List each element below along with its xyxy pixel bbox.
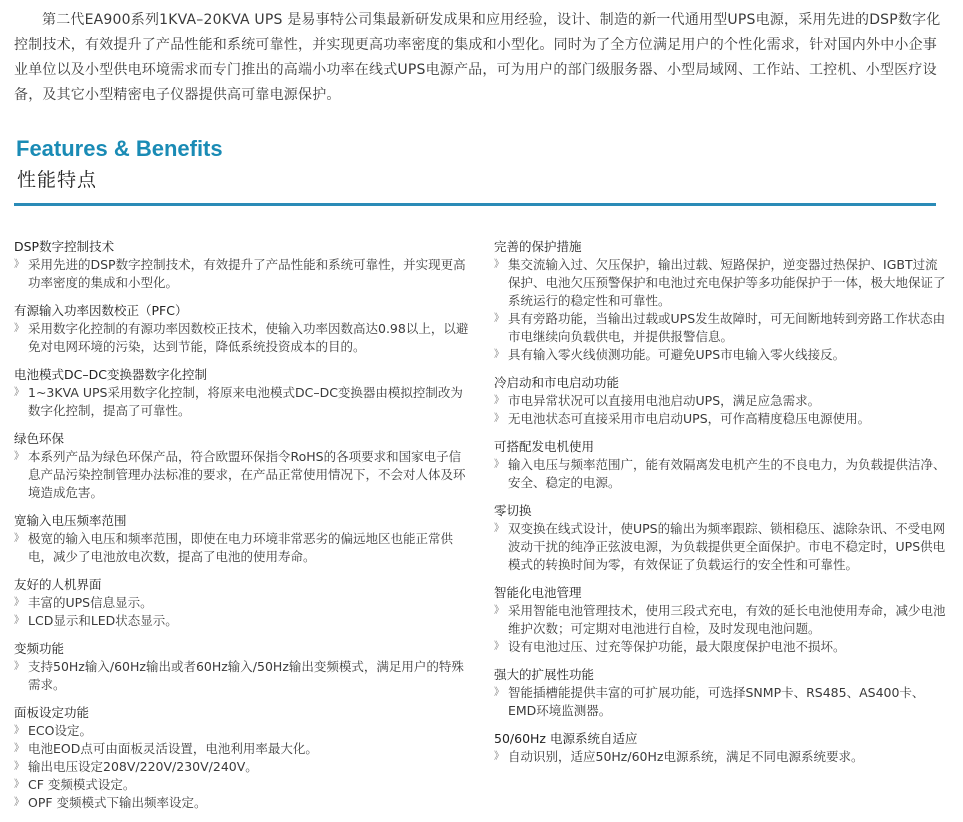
- features-heading-cn: 性能特点: [17, 169, 98, 191]
- feature-title: 零切换: [494, 503, 532, 518]
- feature-section: [494, 238, 946, 364]
- feature-title: 友好的人机界面: [14, 577, 102, 592]
- double-chevron-right-icon: 》: [494, 349, 504, 360]
- feature-text: 集交流输入过、欠压保护，输出过载、短路保护，逆变器过热保护、IGBT过流保护、电池欠压预警保护和电池过充电保护等多功能保护于一体，极大地保证了系统运行的稳定性和可靠性。: [508, 257, 946, 308]
- feature-bullet-item: [14, 384, 469, 420]
- feature-bullet-item: [14, 722, 469, 740]
- feature-section: [494, 438, 946, 492]
- feature-text: 采用先进的DSP数字控制技术，有效提升了产品性能和系统可靠性，并实现更高功率密度的集成和小型化。: [28, 257, 466, 290]
- feature-text: 极宽的输入电压和频率范围，即使在电力环境非常恶劣的偏远地区也能正常供电，减少了电池放电次数，提高了电池的使用寿命。: [28, 531, 454, 564]
- feature-title: 电池模式DC–DC变换器数字化控制: [14, 367, 207, 382]
- feature-text: 智能插槽能提供丰富的可扩展功能，可选择SNMP卡、RS485、AS400卡、EMD环境监测器。: [508, 685, 925, 718]
- feature-text: LCD显示和LED状态显示。: [28, 613, 178, 628]
- feature-text: 输出电压设定208V/220V/230V/240V。: [28, 759, 258, 774]
- feature-bullet-item: [494, 638, 946, 656]
- feature-section: [14, 366, 469, 420]
- double-chevron-right-icon: 》: [494, 605, 504, 616]
- feature-text: OPF 变频模式下输出频率设定。: [28, 795, 207, 810]
- double-chevron-right-icon: 》: [494, 641, 504, 652]
- double-chevron-right-icon: 》: [14, 779, 24, 790]
- feature-text: 无电池状态可直接采用市电启动UPS，可作高精度稳压电源使用。: [508, 411, 871, 426]
- section-divider: [14, 203, 936, 206]
- feature-bullet-item: [14, 758, 469, 776]
- feature-title: 可搭配发电机使用: [494, 439, 595, 454]
- feature-section: [14, 704, 469, 812]
- feature-text: 1~3KVA UPS采用数字化控制，将原来电池模式DC–DC变换器由模拟控制改为数字化控制，提高了可靠性。: [28, 385, 463, 418]
- feature-text: 自动识别，适应50Hz/60Hz电源系统，满足不同电源系统要求。: [508, 749, 864, 764]
- feature-text: 设有电池过压、过充等保护功能，最大限度保护电池不损坏。: [508, 639, 846, 654]
- feature-section: [14, 238, 469, 292]
- feature-title: 强大的扩展性功能: [494, 667, 595, 682]
- feature-section: [494, 374, 946, 428]
- double-chevron-right-icon: 》: [14, 387, 24, 398]
- feature-title: DSP数字控制技术: [14, 239, 115, 254]
- double-chevron-right-icon: 》: [14, 259, 24, 270]
- feature-text: ECO设定。: [28, 723, 92, 738]
- feature-text: 双变换在线式设计，使UPS的输出为频率跟踪、锁相稳压、滤除杂讯、不受电网波动干扰的纯净正弦波电源，为负载提供更全面保护。市电不稳定时，UPS供电模式的转换时间为零，有效保证了负载运行的安全性和可靠性。: [508, 521, 946, 572]
- double-chevron-right-icon: 》: [14, 615, 24, 626]
- feature-bullet-item: [494, 748, 946, 766]
- feature-bullet-item: [494, 684, 946, 720]
- double-chevron-right-icon: 》: [494, 395, 504, 406]
- feature-section: [494, 502, 946, 574]
- feature-section: [14, 302, 469, 356]
- feature-bullet-item: [14, 530, 469, 566]
- intro-paragraph: [14, 8, 944, 108]
- feature-bullet-item: [494, 520, 946, 574]
- intro-text: 第二代EA900系列1KVA–20KVA UPS 是易事特公司集最新研发成果和应用经验，设计、制造的新一代通用型UPS电源，采用先进的DSP数字化控制技术，有效提升了产品性能和系统可靠性，并实现更高功率密度的集成和小型化。同时为了全方位满足用户的个性化需求，针对国内外中小企事业单位以及小型供电环境需求而专门推出的高端小功率在线式UPS电源产品，可为用户的部门级服务器、小型局域网、工作站、工控机、小型医疗设备，及其它小型精密电子仪器提供高可靠电源保护。: [14, 12, 941, 103]
- feature-bullet-item: [494, 456, 946, 492]
- double-chevron-right-icon: 》: [494, 413, 504, 424]
- feature-title: 完善的保护措施: [494, 239, 582, 254]
- feature-title: 面板设定功能: [14, 705, 90, 720]
- feature-title: 绿色环保: [14, 431, 65, 446]
- feature-bullet-item: [494, 410, 946, 428]
- feature-bullet-item: [14, 794, 469, 812]
- feature-title: 智能化电池管理: [494, 585, 582, 600]
- feature-bullet-item: [14, 740, 469, 758]
- feature-bullet-item: [14, 320, 469, 356]
- double-chevron-right-icon: 》: [494, 259, 504, 270]
- feature-text: 丰富的UPS信息显示。: [28, 595, 153, 610]
- feature-section: [14, 576, 469, 630]
- feature-title: 有源输入功率因数校正（PFC）: [14, 303, 188, 318]
- feature-bullet-item: [494, 310, 946, 346]
- double-chevron-right-icon: 》: [14, 597, 24, 608]
- feature-section: [14, 640, 469, 694]
- double-chevron-right-icon: 》: [14, 761, 24, 772]
- features-heading-en: Features & Benefits: [16, 136, 223, 161]
- double-chevron-right-icon: 》: [14, 725, 24, 736]
- feature-text: 具有输入零火线侦测功能。可避免UPS市电输入零火线接反。: [508, 347, 846, 362]
- double-chevron-right-icon: 》: [14, 533, 24, 544]
- feature-title: 50/60Hz 电源系统自适应: [494, 731, 638, 746]
- feature-bullet-item: [494, 392, 946, 410]
- features-right-column: [494, 238, 946, 776]
- double-chevron-right-icon: 》: [494, 313, 504, 324]
- feature-bullet-item: [14, 594, 469, 612]
- feature-text: 电池EOD点可由面板灵活设置，电池利用率最大化。: [28, 741, 318, 756]
- feature-text: 市电异常状况可以直接用电池启动UPS，满足应急需求。: [508, 393, 821, 408]
- feature-text: CF 变频模式设定。: [28, 777, 136, 792]
- feature-bullet-item: [494, 602, 946, 638]
- double-chevron-right-icon: 》: [494, 459, 504, 470]
- double-chevron-right-icon: 》: [14, 451, 24, 462]
- feature-text: 输入电压与频率范围广，能有效隔离发电机产生的不良电力，为负载提供洁净、安全、稳定的电源。: [508, 457, 946, 490]
- double-chevron-right-icon: 》: [14, 661, 24, 672]
- feature-title: 变频功能: [14, 641, 65, 656]
- double-chevron-right-icon: 》: [494, 751, 504, 762]
- feature-text: 采用数字化控制的有源功率因数校正技术，使输入功率因数高达0.98以上，以避免对电网环境的污染，达到节能，降低系统投资成本的目的。: [28, 321, 469, 354]
- feature-bullet-item: [14, 776, 469, 794]
- double-chevron-right-icon: 》: [494, 687, 504, 698]
- feature-text: 支持50Hz输入/60Hz输出或者60Hz输入/50Hz输出变频模式，满足用户的特殊需求。: [28, 659, 464, 692]
- feature-text: 本系列产品为绿色环保产品，符合欧盟环保指令RoHS的各项要求和国家电子信息产品污染控制管理办法标准的要求，在产品正常使用情况下，不会对人体及环境造成危害。: [28, 449, 466, 500]
- feature-section: [494, 730, 946, 766]
- feature-bullet-item: [14, 658, 469, 694]
- feature-bullet-item: [14, 612, 469, 630]
- feature-text: 具有旁路功能，当输出过载或UPS发生故障时，可无间断地转到旁路工作状态由市电继续向负载供电，并提供报警信息。: [508, 311, 946, 344]
- feature-section: [14, 512, 469, 566]
- feature-bullet-item: [494, 346, 946, 364]
- double-chevron-right-icon: 》: [14, 743, 24, 754]
- feature-section: [494, 666, 946, 720]
- feature-bullet-item: [14, 448, 469, 502]
- double-chevron-right-icon: 》: [14, 323, 24, 334]
- feature-text: 采用智能电池管理技术，使用三段式充电，有效的延长电池使用寿命，减少电池维护次数；可定期对电池进行自检，及时发现电池问题。: [508, 603, 946, 636]
- feature-title: 宽输入电压频率范围: [14, 513, 127, 528]
- feature-section: [14, 430, 469, 502]
- double-chevron-right-icon: 》: [14, 797, 24, 808]
- feature-section: [494, 584, 946, 656]
- feature-bullet-item: [494, 256, 946, 310]
- features-left-column: [14, 238, 469, 822]
- feature-bullet-item: [14, 256, 469, 292]
- double-chevron-right-icon: 》: [494, 523, 504, 534]
- feature-title: 冷启动和市电启动功能: [494, 375, 620, 390]
